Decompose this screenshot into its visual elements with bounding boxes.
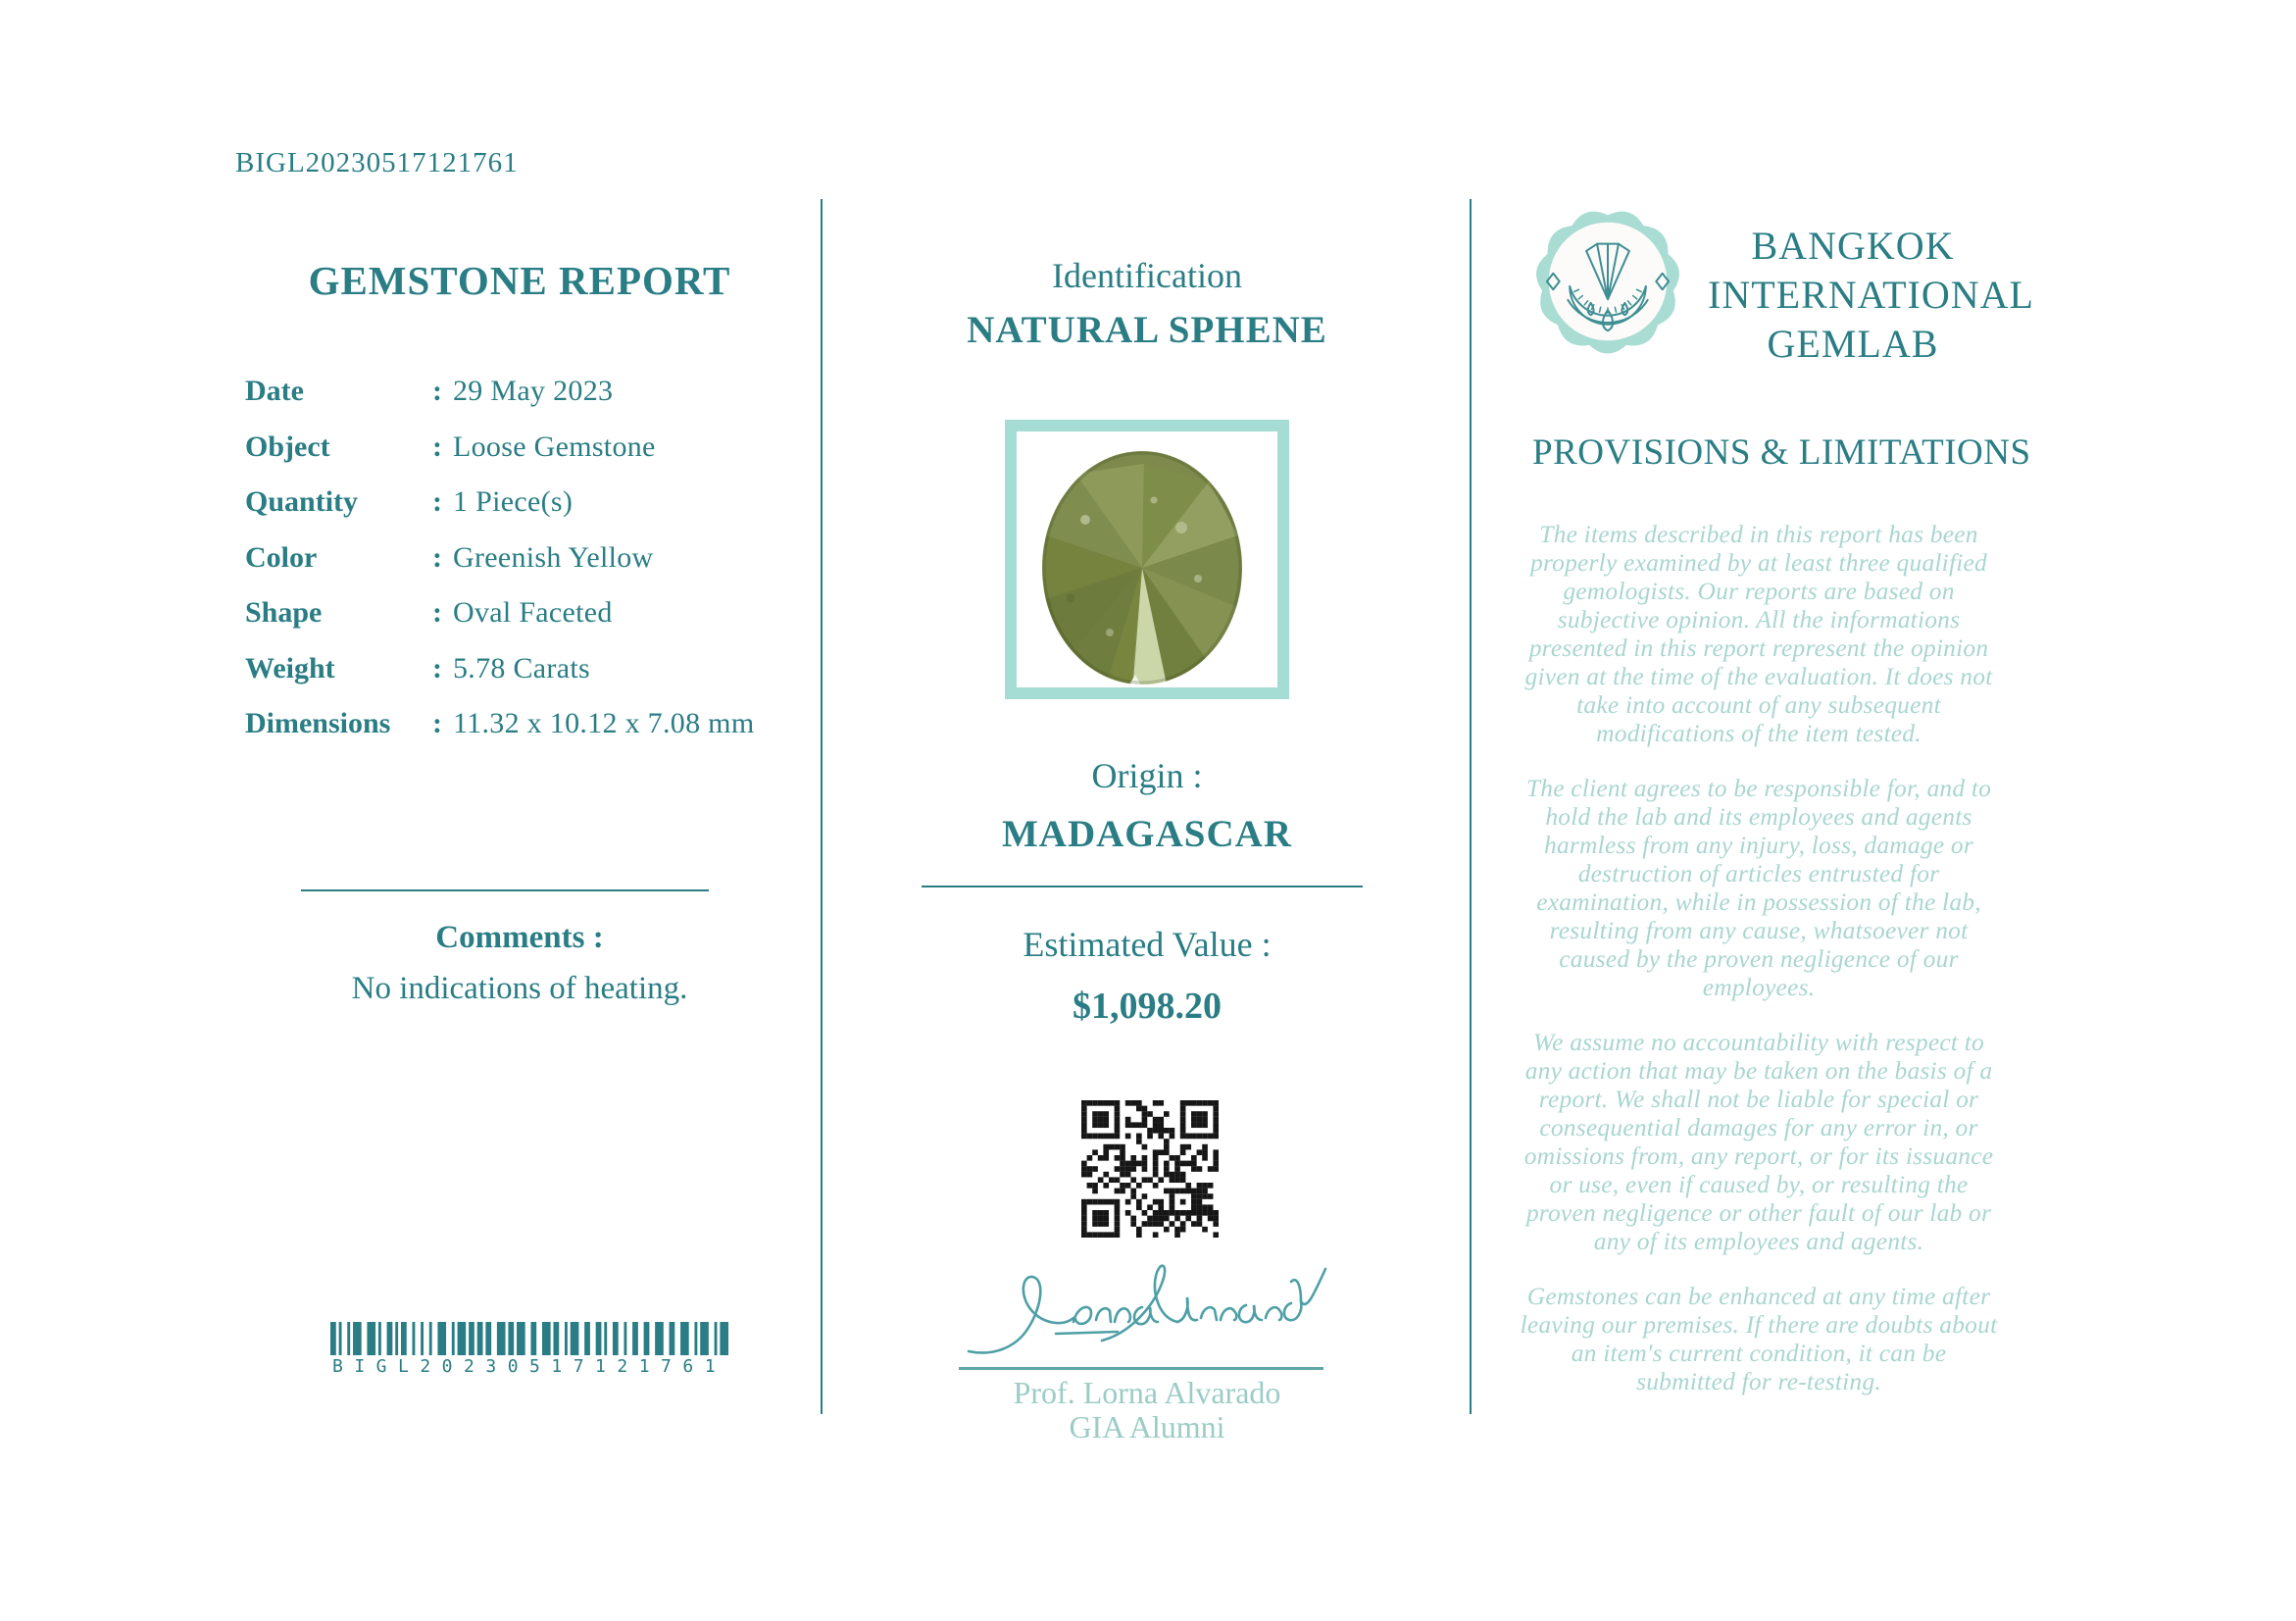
field-label: Quantity (245, 485, 359, 518)
lab-name-line: GEMLAB (1767, 322, 1939, 366)
comments-divider (301, 889, 709, 891)
field-label: Shape (245, 596, 323, 629)
signature (963, 1257, 1331, 1367)
signatory-title: GIA Alumni (1069, 1409, 1225, 1444)
field-colon: : (432, 651, 442, 684)
table-row-shape (245, 596, 774, 652)
provisions-paragraph: Gemstones can be enhanced at any time after leaving our premises. If there are doubts about an item's current condition, it can be submitted for re-testing. (1520, 1282, 1998, 1395)
field-colon: : (432, 485, 442, 518)
gem-details-table (245, 375, 774, 763)
field-colon: : (432, 707, 442, 739)
comments-label: Comments : (435, 920, 604, 955)
signatory-name: Prof. Lorna Alvarado (1013, 1375, 1281, 1410)
field-value: Loose Gemstone (453, 430, 656, 463)
field-colon: : (432, 596, 442, 629)
identification-value: NATURAL SPHENE (967, 309, 1327, 351)
field-colon: : (432, 540, 442, 574)
gemlab-logo-icon (1525, 196, 1690, 367)
column-divider-left (821, 199, 823, 1414)
estimated-value-amount: $1,098.20 (1073, 986, 1222, 1027)
field-colon: : (432, 375, 442, 407)
estimated-value-label: Estimated Value : (1023, 925, 1272, 964)
field-label: Date (245, 375, 304, 407)
signature-underline (959, 1367, 1323, 1370)
table-row-color (245, 541, 774, 597)
gem-photo (1017, 431, 1277, 687)
comments-text: No indications of heating. (351, 971, 688, 1006)
qr-code (1081, 1100, 1219, 1238)
field-label: Object (245, 430, 330, 463)
field-value: Greenish Yellow (453, 540, 654, 574)
provisions-paragraph: The items described in this report has been properly examined by at least three qualified gemologists. Our reports are based on subjective opinion. All the informations presented in this report represent the opinion given at the time of the evaluation. It does not take into account of any subsequent modifications of the item tested. (1524, 520, 1993, 747)
field-label: Color (245, 540, 318, 574)
table-row-date (245, 375, 774, 431)
lab-name-line: BANGKOK (1751, 224, 1955, 268)
gemstone-report-title: GEMSTONE REPORT (308, 258, 731, 303)
field-colon: : (432, 430, 442, 463)
field-label: Dimensions (245, 707, 391, 739)
table-row-object (245, 431, 774, 486)
field-label: Weight (245, 651, 335, 684)
field-value: 1 Piece(s) (453, 485, 574, 518)
table-row-weight (245, 652, 774, 708)
barcode (330, 1322, 728, 1355)
identification-label: Identification (1052, 256, 1242, 295)
provisions-title: PROVISIONS & LIMITATIONS (1532, 432, 2031, 473)
field-value: 29 May 2023 (453, 375, 614, 407)
origin-value: MADAGASCAR (1002, 813, 1292, 855)
table-row-dimensions (245, 707, 774, 763)
report-number: BIGL20230517121761 (235, 147, 519, 178)
field-value: 11.32 x 10.12 x 7.08 mm (453, 707, 755, 739)
provisions-paragraph: We assume no accountability with respect to any action that may be taken on the basis of a report. We shall not be liable for special or consequential damages for any error in, or omissions from, any report, or for its issuance or use, even if caused by, or resulting the proven negligence or other fault of our lab or any of its employees and agents. (1523, 1028, 1994, 1255)
origin-label: Origin : (1091, 756, 1203, 795)
estimated-value-divider (922, 886, 1363, 887)
barcode-text: BIGL20230517121761 (332, 1356, 727, 1377)
provisions-paragraphs (1520, 520, 1998, 1422)
lab-name (1708, 222, 2034, 369)
provisions-paragraph: The client agrees to be responsible for, and to hold the lab and its employees and agents harmless from any injury, loss, damage or destruction of articles entrusted for examination, while in possession of the lab, resulting from any cause, whatsoever not caused by the proven negligence of our employees. (1525, 774, 1992, 1001)
table-row-quantity (245, 485, 774, 541)
column-divider-right (1470, 199, 1472, 1414)
field-value: Oval Faceted (453, 596, 613, 629)
gem-photo-frame (1005, 420, 1289, 699)
lab-name-line: INTERNATIONAL (1708, 273, 2034, 317)
field-value: 5.78 Carats (453, 651, 590, 684)
